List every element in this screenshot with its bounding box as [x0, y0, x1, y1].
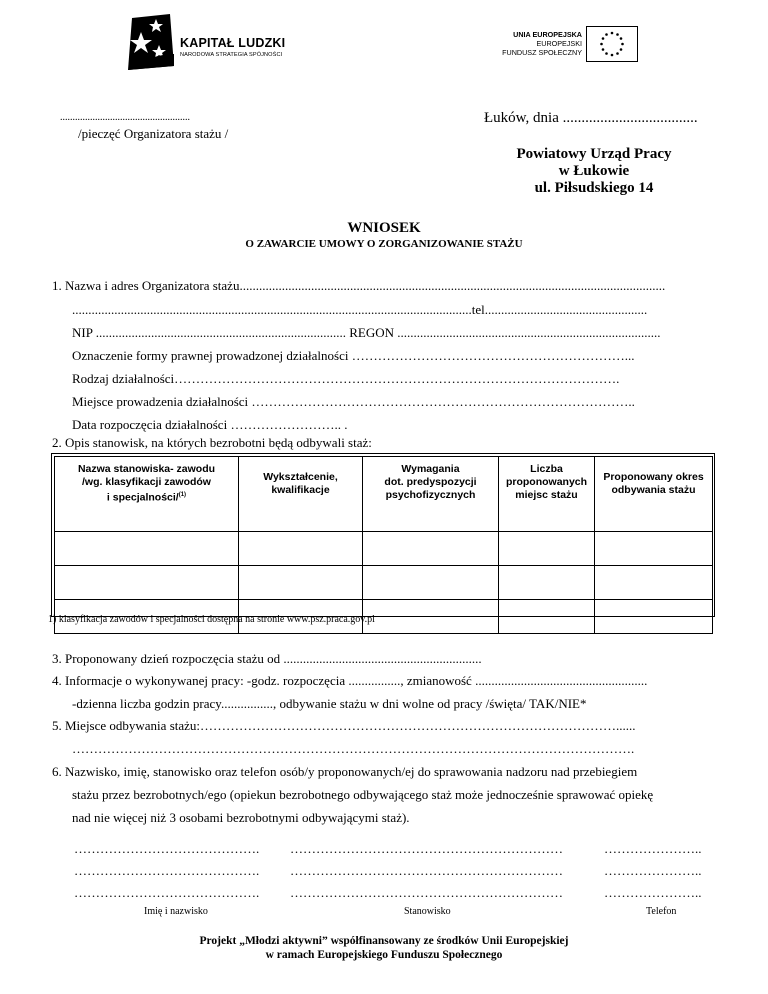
label-name: Imię i nazwisko	[144, 906, 208, 917]
supervisor-position-field[interactable]: ………………………………………………………	[290, 841, 563, 856]
eu-logo	[478, 26, 638, 62]
table-cell[interactable]	[499, 532, 595, 566]
s5-line-1: 5. Miejsce odbywania stażu:……………………………………………………………………………………......	[52, 718, 636, 733]
table-cell[interactable]	[363, 532, 499, 566]
kapital-ludzki-title: KAPITAŁ LUDZKI	[180, 36, 286, 50]
label-phone: Telefon	[646, 906, 677, 917]
col-period: Proponowany okres odbywania stażu	[595, 457, 713, 532]
supervisor-position-column	[290, 838, 563, 904]
supervisor-name-field[interactable]: …………………………………….	[74, 863, 260, 878]
supervisor-phone-field[interactable]: …………………..	[604, 841, 702, 856]
recipient-line-1: Powiatowy Urząd Pracy	[516, 146, 672, 162]
table-cell[interactable]	[499, 600, 595, 634]
footer-line-1: Projekt „Młodzi aktywni” współfinansowany ze środków Unii Europejskiej	[199, 935, 569, 947]
document-subtitle: O ZAWARCIE UMOWY O ZORGANIZOWANIE STAŻU	[245, 238, 523, 250]
supervisor-position-field[interactable]: ………………………………………………………	[290, 863, 563, 878]
s6-line-2: stażu przez bezrobotnych/ego (opiekun bezrobotnego odbywającego staż może jednocześnie sprawować opiekę	[72, 787, 654, 802]
recipient-block	[494, 146, 694, 197]
table-cell[interactable]	[595, 566, 713, 600]
s1-line-4: Oznaczenie formy prawnej prowadzonej działalności ………………………………………………………...	[72, 348, 635, 363]
supervisor-name-field[interactable]: …………………………………….	[74, 885, 260, 900]
table-header-row	[55, 457, 713, 532]
kapital-ludzki-emblem-icon	[124, 14, 176, 70]
kapital-ludzki-logo	[124, 14, 314, 70]
eu-line-2: EUROPEJSKI	[536, 39, 582, 48]
label-position: Stanowisko	[404, 906, 451, 917]
eu-line-3: FUNDUSZ SPOŁECZNY	[502, 48, 582, 57]
supervisor-phone-column	[604, 838, 702, 904]
table-cell[interactable]	[239, 566, 363, 600]
s6-line-1: 6. Nazwisko, imię, stanowisko oraz telefon osób/y proponowanych/ej do sprawowania nadzoru nad przebiegiem	[52, 764, 638, 779]
recipient-line-3: ul. Piłsudskiego 14	[534, 180, 654, 196]
s1-line-7: Data rozpoczęcia działalności …………………….. .	[72, 417, 348, 432]
table-cell[interactable]	[499, 566, 595, 600]
stamp-label: /pieczęć Organizatora stażu /	[78, 126, 229, 141]
eu-text	[472, 30, 582, 57]
table-row	[55, 566, 713, 600]
positions-table	[54, 456, 713, 634]
col-requirements: Wymagania dot. predyspozycji psychofizycznych	[363, 457, 499, 532]
recipient-line-2: w Łukowie	[558, 163, 630, 179]
s1-line-3: NIP ............................................................................. REGON .................................................................................	[72, 325, 661, 340]
s4-line-1: 4. Informacje o wykonywanej pracy: -godz. rozpoczęcia ................, zmianowość .....................................................	[52, 673, 648, 688]
s3-line: 3. Proponowany dzień rozpoczęcia stażu od .............................................................	[52, 651, 482, 666]
footnote-mark: (1)	[178, 492, 187, 498]
s4-line-2: -dzienna liczba godzin pracy................, odbywanie stażu w dni wolne od pracy /święta/ TAK/NIE*	[72, 696, 587, 711]
kapital-ludzki-subtitle: NARODOWA STRATEGIA SPÓJNOŚCI	[180, 52, 283, 58]
col-position-name: Nazwa stanowiska- zawodu /wg. klasyfikacji zawodów i specjalności/$^{(1)}$	[55, 457, 239, 532]
supervisor-phone-field[interactable]: …………………..	[604, 885, 702, 900]
s1-line-6: Miejsce prowadzenia działalności ……………………………………………………………………………..	[72, 394, 635, 409]
document-title: WNIOSEK	[347, 220, 421, 236]
eu-line-1: UNIA EUROPEJSKA	[513, 30, 582, 39]
supervisor-phone-field[interactable]: …………………..	[604, 863, 702, 878]
s5-line-2: ………………………………………………………………………………………………………………….	[72, 741, 635, 756]
supervisor-name-column	[74, 838, 259, 904]
table-cell[interactable]	[595, 600, 713, 634]
table-footnote: 1) klasyfikacja zawodów i specjalności dostępna na stronie www.psz.praca.gov.pl	[48, 614, 375, 625]
place-date: Łuków, dnia ....................................	[484, 110, 698, 126]
table-cell[interactable]	[55, 566, 239, 600]
col-count: Liczba proponowanych miejsc stażu	[499, 457, 595, 532]
eu-flag-icon	[586, 26, 638, 62]
s1-line-2: ...........................................................................................................................tel..................................................	[72, 302, 648, 317]
s6-line-3: nad nie więcej niż 3 osobami bezrobotnymi odbywającymi staż).	[72, 810, 410, 825]
table-cell[interactable]	[239, 532, 363, 566]
s1-line-5: Rodzaj działalności………………………………………………………………………………………….	[72, 371, 620, 386]
footer-line-2: w ramach Europejskiego Funduszu Społecznego	[265, 949, 503, 961]
s2-heading: 2. Opis stanowisk, na których bezrobotni będą odbywali staż:	[52, 435, 372, 450]
s1-line-1: 1. Nazwa i adres Organizatora stażu...................................................................................................................................	[52, 278, 666, 293]
stamp-dots: ....................................................	[60, 112, 190, 123]
table-cell[interactable]	[595, 532, 713, 566]
table-cell[interactable]	[363, 566, 499, 600]
table-row	[55, 532, 713, 566]
footer	[0, 934, 768, 962]
table-cell[interactable]	[363, 600, 499, 634]
table-cell[interactable]	[55, 532, 239, 566]
supervisor-name-field[interactable]: …………………………………….	[74, 841, 260, 856]
supervisor-position-field[interactable]: ………………………………………………………	[290, 885, 563, 900]
col-education: Wykształcenie, kwalifikacje	[239, 457, 363, 532]
